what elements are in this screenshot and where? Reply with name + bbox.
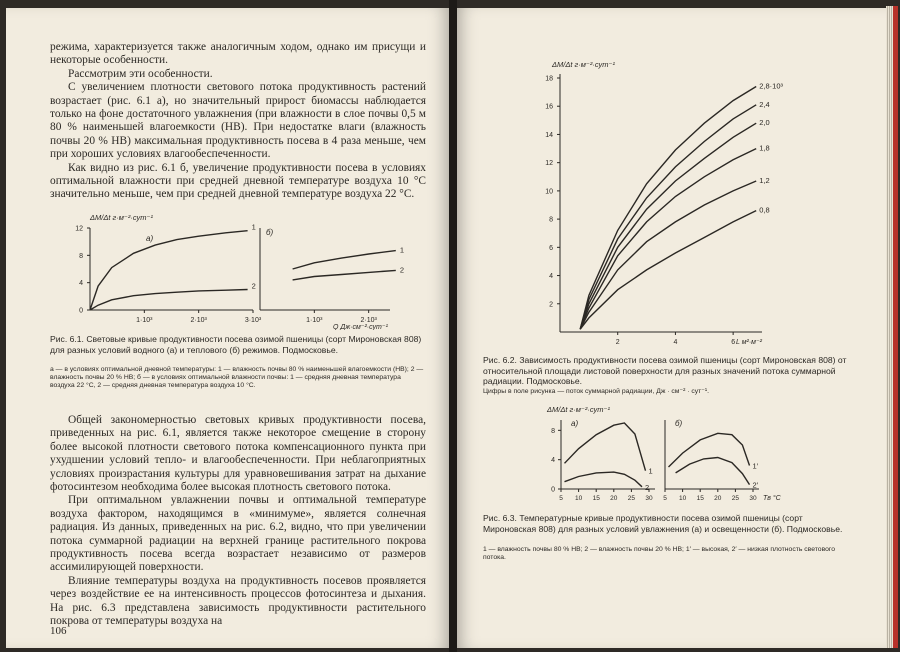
fig61b-series-1 xyxy=(293,251,396,269)
fig63-ylabel: ΔM/Δt г·м⁻²·сут⁻¹ xyxy=(547,405,610,414)
paragraph: С увеличением плотности светового потока продуктивность растений возрастает (рис. 6.1 а), но значительный прирост биомассы наблюдается только на фоне достаточного увлажнения (при влажности в слое почвы 0,5 м 80 % наименьшей влагоемкости (НВ). При недостатке влаги (влажность почвы 20 % НВ) максимальная продуктивность посева в 4 раза меньше, чем при хороших условиях влагообеспеченности. xyxy=(50,81,426,161)
fig62-ytick-label: 12 xyxy=(545,160,553,168)
fig63-xtick-label: 30 xyxy=(749,495,757,502)
fig62-ytick-label: 14 xyxy=(545,131,553,139)
cover-edge xyxy=(893,6,898,648)
fig63a-series-1 xyxy=(565,423,646,471)
text-block-bottom xyxy=(50,414,426,629)
figure-6-3-note: 1 — влажность почвы 80 % НВ; 2 — влажность почвы 20 % НВ; 1′ — высокая, 2′ — низкая плотность светового потока. xyxy=(483,546,836,562)
fig61-xtick-label: 2·10³ xyxy=(360,317,377,324)
fig63-panel-b-label: б) xyxy=(675,419,683,428)
fig63-panel-a-label: а) xyxy=(571,419,579,428)
fig61-xtick-label: 1·10³ xyxy=(306,317,323,324)
figure-6-2-caption: Рис. 6.2. Зависимость продуктивности посева озимой пшеницы (сорт Мироновская 808) от относительной площади листовой поверхности для разных значений потока суммарной радиации. Подмосковье. xyxy=(483,355,847,387)
fig62-series-1 xyxy=(580,105,756,329)
fig63b-series-1 xyxy=(676,458,750,485)
figure-6-1 xyxy=(50,208,430,330)
fig63-xtick-label: 10 xyxy=(574,495,583,502)
page-number: 106 xyxy=(50,625,67,637)
fig61a-series-label: 1 xyxy=(251,222,256,232)
fig62-xtick-label: 4 xyxy=(673,339,678,346)
figure-6-2 xyxy=(530,56,800,348)
left-page xyxy=(6,8,451,648)
fig63-xtick-label: 15 xyxy=(696,495,704,502)
fig62-ytick-label: 2 xyxy=(549,301,553,309)
fig61b-series-label: 2 xyxy=(399,265,405,275)
fig63-xtick-label: 20 xyxy=(714,495,722,502)
paragraph: Общей закономерностью световых кривых продуктивности посева, приведенных на рис. 6.1, является также некоторое смещение в сторону более высокой плотности светового потока компенсационного пункта при ухудшении условий тепло- и влагообеспеченности. При неблагоприятных условиях произрастания культуры для уравновешивания затрат на дыхание фотосинтезом необходима более высокая плотность светового потока. xyxy=(50,414,426,494)
fig61-ylabel: ΔM/Δt г·м⁻²·сут⁻¹ xyxy=(90,213,153,222)
fig61-ytick-label: 12 xyxy=(75,225,83,233)
fig62-series-label: 2,4 xyxy=(759,99,770,109)
fig63-ytick-label: 8 xyxy=(551,427,555,435)
fig63a-series-label: 2 xyxy=(644,482,650,492)
fig62-series-label: 1,8 xyxy=(759,143,770,153)
fig61-xlabel: Q Дж·см⁻²·сут⁻¹ xyxy=(333,324,388,330)
fig61a-series-1 xyxy=(90,231,248,310)
right-page xyxy=(455,8,887,648)
fig63b-series-0 xyxy=(669,433,750,467)
paragraph: При оптимальном увлажнении почвы и оптимальной температуре воздуха фактором, находящимся в «минимуме», является солнечная радиация. Из данных, приведенных на рис. 6.2, видно, что при увеличении потока суммарной радиации на верхней границе растительного покрова продуктивность посева всегда возрастает независимо от размеров ассимилирующей поверхности. xyxy=(50,494,426,574)
fig63-ytick-label: 0 xyxy=(551,486,555,494)
paragraph: Рассмотрим эти особенности. xyxy=(68,67,213,80)
text-block-top xyxy=(50,41,426,202)
fig62-ytick-label: 10 xyxy=(545,188,553,196)
fig63-xtick-label: 25 xyxy=(627,495,636,502)
fig61-ytick-label: 4 xyxy=(79,280,83,288)
figure-6-2-note: Цифры в поле рисунка — поток суммарной радиации, Дж · см⁻² · сут⁻¹. xyxy=(483,388,710,395)
fig62-ytick-label: 6 xyxy=(549,244,553,252)
figure-6-1-note: а — в условиях оптимальной дневной температуры: 1 — влажность почвы 80 % наименьшей влагоемкости (НВ); 2 — влажность почвы 20 % НВ; б — в условиях оптимальной влажности почвы: 1 — средняя дневная температура воздуха 22 °С, 2 — средняя дневная температура воздуха 10 °С. xyxy=(50,366,424,390)
fig62-ytick-label: 18 xyxy=(545,75,553,83)
fig63-xlabel: Tв °С xyxy=(763,495,781,502)
fig63a-series-label: 1 xyxy=(648,466,653,476)
fig62-series-label: 0,8 xyxy=(759,205,770,215)
fig61b-series-2 xyxy=(293,270,396,280)
fig62-series-label: 2,0 xyxy=(759,118,770,128)
fig61-xtick-label: 3·10³ xyxy=(244,317,262,324)
figure-6-3 xyxy=(525,396,815,506)
figure-6-3-caption: Рис. 6.3. Температурные кривые продуктивности посева озимой пшеницы (сорт Мироновская 808) для разных условий увлажнения (а) и освещенности (б). Подмосковье. xyxy=(483,513,843,534)
fig61-xtick-label: 1·10³ xyxy=(136,317,153,324)
fig62-ytick-label: 4 xyxy=(549,273,553,281)
fig63b-series-label: 1′ xyxy=(752,461,759,471)
fig61-xtick-label: 2·10³ xyxy=(190,317,207,324)
fig62-ylabel: ΔM/Δt г·м⁻²·сут⁻¹ xyxy=(552,60,615,69)
fig63-ytick-label: 4 xyxy=(551,457,555,465)
fig63a-series-2 xyxy=(565,472,643,487)
book-gutter xyxy=(449,0,457,652)
fig63b-series-label: 2′ xyxy=(752,480,759,490)
fig62-ytick-label: 16 xyxy=(545,103,553,111)
fig63-xtick-label: 5 xyxy=(663,495,667,502)
fig61-panel-b-label: б) xyxy=(266,228,274,237)
fig61a-series-2 xyxy=(90,290,248,311)
fig61a-series-label: 2 xyxy=(251,281,256,291)
paragraph: Влияние температуры воздуха на продуктивность посевов проявляется через воздействие ее на интенсивность процессов фотосинтеза и дыхания. На рис. 6.3 представлена зависимость продуктивности растительного покрова от температуры воздуха на xyxy=(50,574,426,628)
figure-6-1-caption: Рис. 6.1. Световые кривые продуктивности посева озимой пшеницы (сорт Мироновская 808) для разных условий водного (а) и теплового (б) режимов. Подмосковье. xyxy=(50,334,422,355)
fig62-series-label: 1,2 xyxy=(759,176,770,186)
fig62-series-3 xyxy=(580,149,756,330)
fig63-xtick-label: 20 xyxy=(610,495,618,502)
fig62-xlabel: L м²·м⁻² xyxy=(736,339,762,346)
fig61b-series-label: 1 xyxy=(399,245,405,255)
fig63-xtick-label: 25 xyxy=(731,495,740,502)
fig61-panel-a-label: а) xyxy=(146,234,154,243)
fig62-series-0 xyxy=(580,87,756,330)
fig62-xtick-label: 6 xyxy=(731,339,736,346)
paragraph: режима, характеризуется также аналогичным ходом, однако им присущи и некоторые особенности. xyxy=(50,41,426,67)
fig63-xtick-label: 15 xyxy=(592,495,600,502)
fig61-ytick-label: 8 xyxy=(79,252,83,260)
paragraph: Как видно из рис. 6.1 б, увеличение продуктивности посева в условиях оптимальной влажности при средней дневной температуре воздуха 10 °С значительно меньше, чем при средней дневной температуре воздуха 22 °С. xyxy=(50,161,426,201)
fig62-xtick-label: 2 xyxy=(615,339,620,346)
fig63-xtick-label: 30 xyxy=(645,495,653,502)
fig63-xtick-label: 10 xyxy=(678,495,687,502)
fig61-ytick-label: 0 xyxy=(79,307,83,315)
fig62-series-label: 2,8·10³ xyxy=(759,81,783,91)
fig62-ytick-label: 8 xyxy=(549,216,553,224)
fig63-xtick-label: 5 xyxy=(559,495,563,502)
